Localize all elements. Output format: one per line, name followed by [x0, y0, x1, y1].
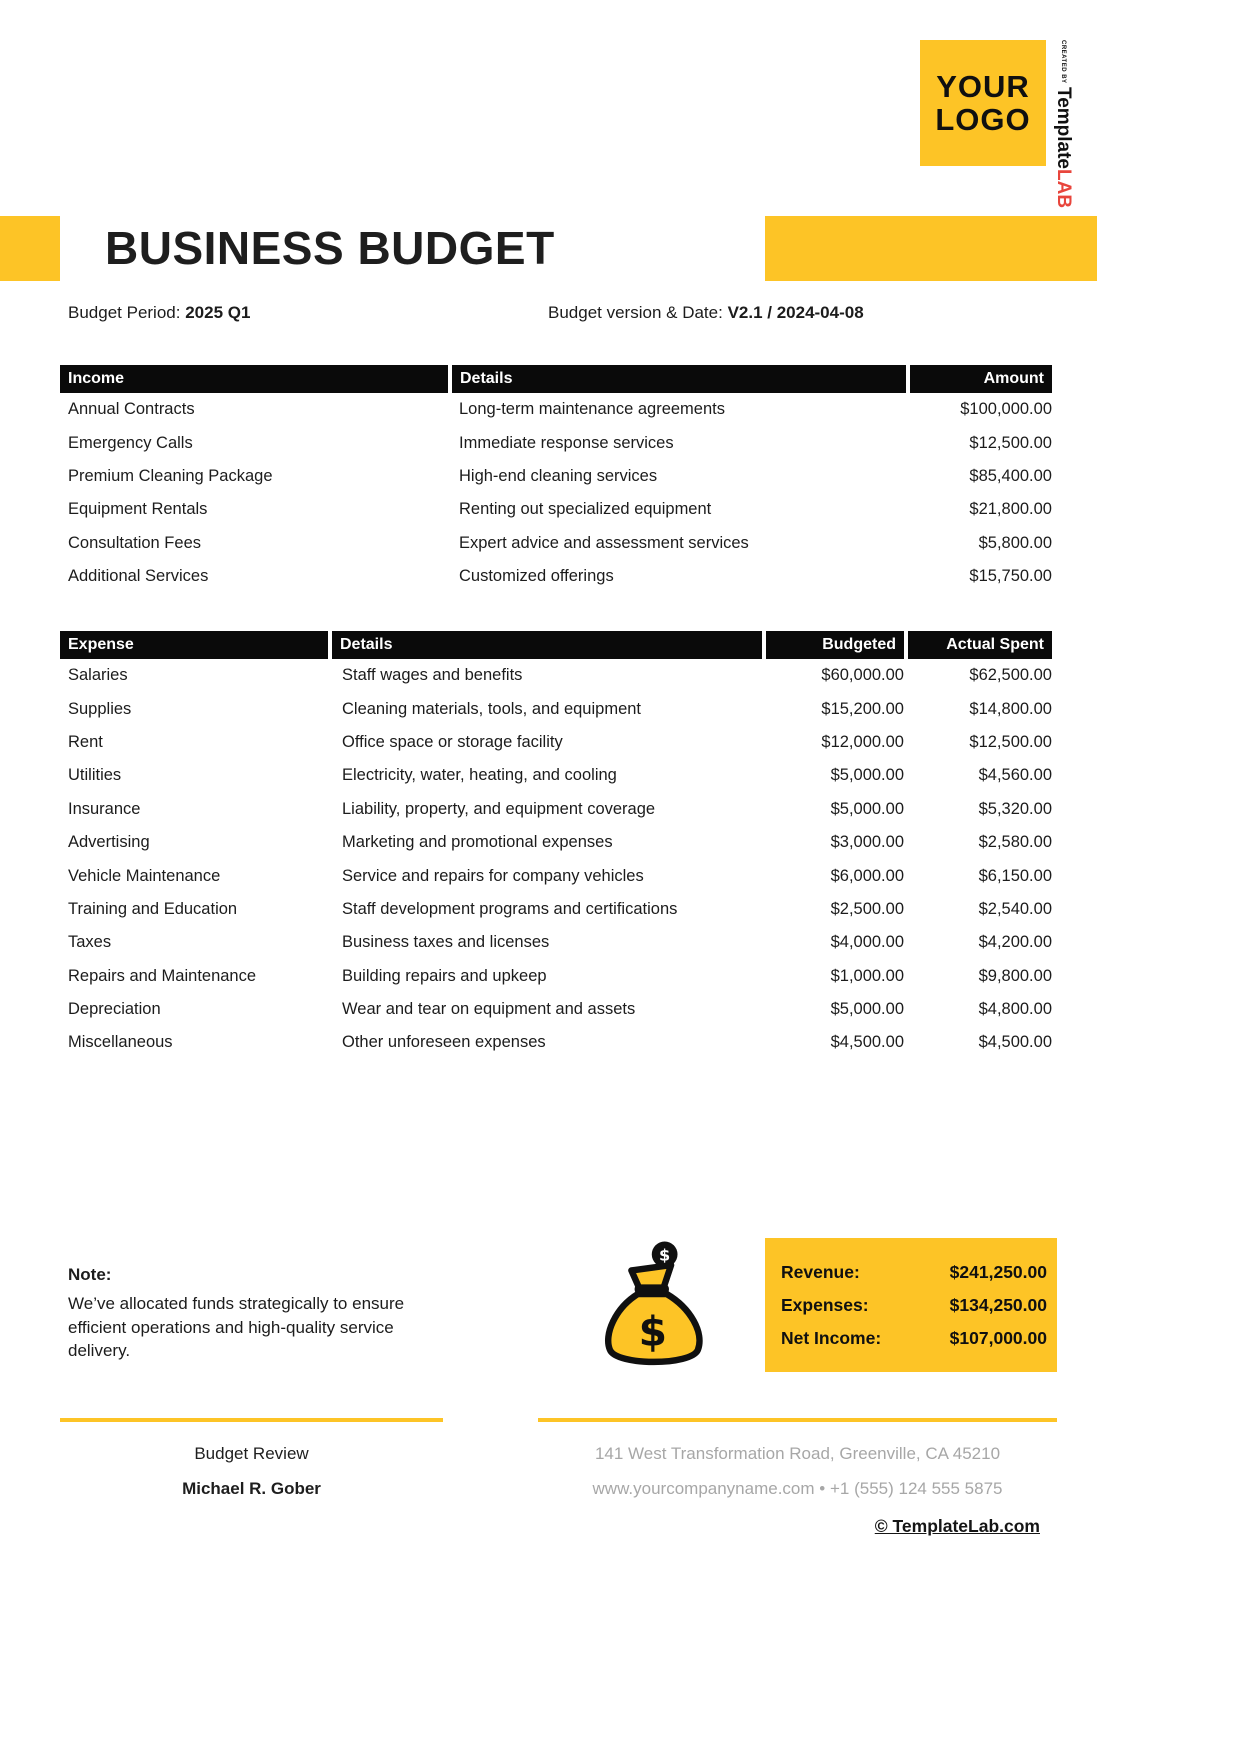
templatelab-brand: [1052, 40, 1074, 208]
budget-period-label: Budget Period:: [68, 303, 181, 322]
budget-summary-box: [765, 1238, 1057, 1372]
summary-label: Net Income:: [781, 1327, 882, 1348]
table-row: [60, 759, 1052, 792]
footer-reviewer-name: Michael R. Gober: [182, 1479, 321, 1498]
summary-value: $134,250.00: [949, 1294, 1047, 1315]
income-amount-cell: $85,400.00: [969, 466, 1052, 485]
summary-row: [781, 1328, 1047, 1349]
summary-row: [781, 1295, 1047, 1316]
brand-created-by: CREATED BY: [1060, 40, 1066, 84]
expense-actual-cell: $4,200.00: [978, 933, 1052, 952]
income-amount-cell: $5,800.00: [978, 533, 1052, 552]
expense-name-cell: Miscellaneous: [68, 1033, 173, 1052]
expense-name-cell: Vehicle Maintenance: [68, 866, 221, 885]
table-row: [60, 993, 1052, 1026]
expense-actual-cell: $62,500.00: [969, 666, 1052, 685]
expense-actual-cell: $14,800.00: [969, 699, 1052, 718]
income-details-cell: Long-term maintenance agreements: [459, 400, 725, 419]
expense-details-cell: Building repairs and upkeep: [342, 966, 547, 985]
income-amount-cell: $21,800.00: [969, 500, 1052, 519]
table-row: [60, 926, 1052, 959]
table-row: [60, 726, 1052, 759]
expense-table-body: [60, 659, 1052, 1060]
footer-divider-right: [538, 1418, 1057, 1422]
expense-budgeted-cell: $4,000.00: [830, 933, 904, 952]
expense-actual-cell: $6,150.00: [978, 866, 1052, 885]
footer-reviewer-block: [60, 1444, 443, 1499]
expense-header-details: Details: [332, 631, 762, 659]
footer-contact-line: [538, 1479, 1057, 1499]
expense-name-cell: Rent: [68, 732, 103, 751]
expense-budgeted-cell: $1,000.00: [830, 966, 904, 985]
income-name-cell: Annual Contracts: [68, 400, 195, 419]
note-text: We’ve allocated funds strategically to ensure efficient operations and high-quality service delivery.: [68, 1294, 405, 1361]
budget-version: [548, 303, 864, 323]
expense-actual-cell: $9,800.00: [978, 966, 1052, 985]
income-amount-cell: $12,500.00: [969, 433, 1052, 452]
expense-actual-cell: $4,800.00: [978, 1000, 1052, 1019]
title-accent-bar-right: [765, 216, 1097, 281]
expense-name-cell: Supplies: [68, 699, 132, 718]
table-row: [60, 960, 1052, 993]
table-row: [60, 859, 1052, 892]
expense-table-header: [60, 631, 1052, 659]
expense-actual-cell: $2,580.00: [978, 833, 1052, 852]
budget-version-value: V2.1 / 2024-04-08: [727, 303, 864, 322]
logo-line-1: YOUR: [936, 68, 1030, 104]
footer-website[interactable]: www.yourcompanyname.com: [592, 1479, 815, 1498]
table-row: [60, 527, 1052, 560]
table-row: [60, 692, 1052, 725]
expense-details-cell: Staff development programs and certifications: [342, 899, 678, 918]
table-row: [60, 1026, 1052, 1059]
money-bag-icon: [596, 1240, 714, 1376]
expense-details-cell: Office space or storage facility: [342, 732, 563, 751]
page-title: BUSINESS BUDGET: [105, 222, 555, 274]
expense-name-cell: Training and Education: [68, 899, 238, 918]
title-accent-bar-left: [0, 216, 60, 281]
income-amount-cell: $15,750.00: [969, 567, 1052, 586]
table-row: [60, 460, 1052, 493]
expense-details-cell: Service and repairs for company vehicles: [342, 866, 644, 885]
expense-budgeted-cell: $5,000.00: [830, 766, 904, 785]
budget-version-label: Budget version & Date:: [548, 303, 723, 322]
expense-details-cell: Business taxes and licenses: [342, 933, 550, 952]
table-row: [60, 426, 1052, 459]
expense-details-cell: Marketing and promotional expenses: [342, 833, 613, 852]
note-section: [68, 1263, 450, 1363]
income-name-cell: Consultation Fees: [68, 533, 201, 552]
expense-actual-cell: $5,320.00: [978, 799, 1052, 818]
expense-budgeted-cell: $6,000.00: [830, 866, 904, 885]
income-table-body: [60, 393, 1052, 593]
expense-details-cell: Other unforeseen expenses: [342, 1033, 546, 1052]
table-row: [60, 393, 1052, 426]
table-row: [60, 826, 1052, 859]
expense-budgeted-cell: $60,000.00: [821, 666, 904, 685]
table-row: [60, 493, 1052, 526]
expense-budgeted-cell: $12,000.00: [821, 732, 904, 751]
income-header-details: Details: [452, 365, 906, 393]
expense-budgeted-cell: $4,500.00: [830, 1033, 904, 1052]
footer-address: 141 West Transformation Road, Greenville, CA 45210: [594, 1444, 1001, 1463]
table-row: [60, 659, 1052, 692]
expense-name-cell: Advertising: [68, 833, 150, 852]
expense-details-cell: Electricity, water, heating, and cooling: [342, 766, 617, 785]
expense-budgeted-cell: $5,000.00: [830, 799, 904, 818]
income-details-cell: Immediate response services: [459, 433, 674, 452]
table-row: [60, 793, 1052, 826]
expense-table: [60, 631, 1052, 1060]
table-row: [60, 893, 1052, 926]
table-row: [60, 560, 1052, 593]
budget-period-value: 2025 Q1: [185, 303, 251, 322]
income-name-cell: Additional Services: [68, 567, 209, 586]
footer-contact-block: [538, 1444, 1057, 1499]
expense-details-cell: Liability, property, and equipment coverage: [342, 799, 656, 818]
income-details-cell: High-end cleaning services: [459, 466, 658, 485]
expense-name-cell: Repairs and Maintenance: [68, 966, 257, 985]
footer-divider-left: [60, 1418, 443, 1422]
summary-label: Expenses:: [781, 1294, 869, 1315]
income-name-cell: Emergency Calls: [68, 433, 193, 452]
expense-details-cell: Cleaning materials, tools, and equipment: [342, 699, 642, 718]
income-details-cell: Renting out specialized equipment: [459, 500, 712, 519]
summary-label: Revenue:: [781, 1261, 860, 1282]
expense-header-budgeted: Budgeted: [766, 631, 904, 659]
expense-actual-cell: $2,540.00: [978, 899, 1052, 918]
income-amount-cell: $100,000.00: [960, 400, 1052, 419]
expense-budgeted-cell: $15,200.00: [821, 699, 904, 718]
brand-suffix: LAB: [1053, 168, 1074, 208]
expense-budgeted-cell: $5,000.00: [830, 1000, 904, 1019]
expense-name-cell: Utilities: [68, 766, 122, 785]
expense-header-actual-spent: Actual Spent: [908, 631, 1052, 659]
income-name-cell: Premium Cleaning Package: [68, 466, 273, 485]
income-table-header: [60, 365, 1052, 393]
summary-value: $107,000.00: [949, 1327, 1047, 1348]
expense-actual-cell: $12,500.00: [969, 732, 1052, 751]
expense-header-expense: Expense: [60, 631, 328, 659]
footer-separator-dot: •: [819, 1479, 826, 1498]
budget-period: [68, 303, 250, 323]
expense-budgeted-cell: $3,000.00: [830, 833, 904, 852]
templatelab-copyright-link[interactable]: © TemplateLab.com: [874, 1516, 1040, 1536]
income-table: [60, 365, 1052, 593]
brand-prefix: Template: [1053, 86, 1074, 169]
expense-actual-cell: $4,500.00: [978, 1033, 1052, 1052]
summary-value: $241,250.00: [949, 1261, 1047, 1282]
note-label: Note:: [68, 1265, 112, 1284]
expense-name-cell: Insurance: [68, 799, 141, 818]
logo-line-2: LOGO: [935, 102, 1031, 137]
company-logo: [920, 40, 1046, 166]
income-header-income: Income: [60, 365, 448, 393]
expense-actual-cell: $4,560.00: [978, 766, 1052, 785]
svg-text:$: $: [638, 1307, 668, 1356]
svg-text:$: $: [659, 1245, 671, 1265]
income-details-cell: Expert advice and assessment services: [459, 533, 749, 552]
expense-name-cell: Taxes: [68, 933, 112, 952]
expense-details-cell: Staff wages and benefits: [342, 666, 523, 685]
summary-row: [781, 1262, 1047, 1283]
expense-budgeted-cell: $2,500.00: [830, 899, 904, 918]
footer-review-title: Budget Review: [194, 1444, 309, 1463]
expense-name-cell: Depreciation: [68, 1000, 161, 1019]
income-header-amount: Amount: [910, 365, 1052, 393]
income-name-cell: Equipment Rentals: [68, 500, 208, 519]
footer-phone: +1 (555) 124 555 5875: [829, 1479, 1003, 1498]
expense-details-cell: Wear and tear on equipment and assets: [342, 1000, 636, 1019]
income-details-cell: Customized offerings: [459, 567, 614, 586]
expense-name-cell: Salaries: [68, 666, 128, 685]
